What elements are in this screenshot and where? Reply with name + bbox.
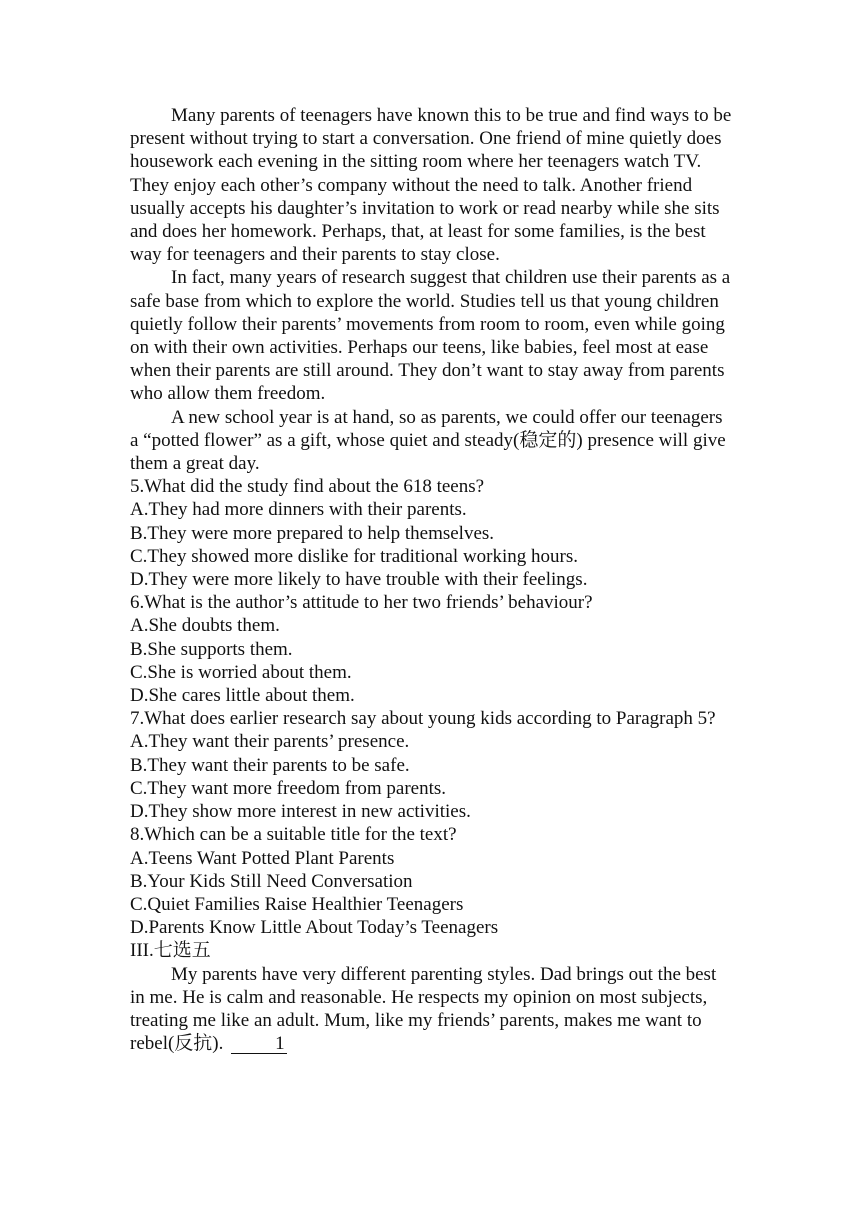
document-page bbox=[130, 104, 734, 1055]
section3-paragraph bbox=[130, 963, 734, 1056]
question-5 bbox=[130, 475, 734, 591]
question-stem: 7.What does earlier research say about young kids according to Paragraph 5? bbox=[130, 708, 716, 730]
question-6 bbox=[130, 591, 734, 707]
question-option: B.They were more prepared to help themselves. bbox=[130, 522, 495, 544]
question-option: A.Teens Want Potted Plant Parents bbox=[130, 847, 395, 869]
question-option: A.She doubts them. bbox=[130, 615, 280, 637]
passage-paragraph-2: In fact, many years of research suggest that children use their parents as a safe base from which to explore the world. Studies tell us that young children quietly follow their parents’ movements from room to room, even while going on with their own activities. Perhaps our teens, like babies, feel most at ease when their parents are still around. They don’t want to stay away from parents who allow them freedom. bbox=[130, 267, 731, 405]
question-option: C.Quiet Families Raise Healthier Teenagers bbox=[130, 893, 464, 915]
question-option: B.They want their parents to be safe. bbox=[130, 754, 410, 776]
question-8 bbox=[130, 823, 734, 939]
question-option: D.Parents Know Little About Today’s Teenagers bbox=[130, 917, 499, 939]
section3-paragraph-text: My parents have very different parenting styles. Dad brings out the best in me. He is calm and reasonable. He respects my opinion on most subjects, treating me like an adult. Mum, like my friends’ parents, makes me want to rebel(反抗). bbox=[130, 963, 717, 1055]
question-option: D.She cares little about them. bbox=[130, 685, 355, 707]
passage-paragraph-1: Many parents of teenagers have known this to be true and find ways to be present without trying to start a conversation. One friend of mine quietly does housework each evening in the sitting room where her teenagers watch TV. They enjoy each other’s company without the need to talk. Another friend usually accepts his daughter’s invitation to work or read nearby while she sits and does her homework. Perhaps, that, at least for some families, is the best way for teenagers and their parents to stay close. bbox=[130, 105, 732, 266]
passage-paragraph-3: A new school year is at hand, so as parents, we could offer our teenagers a “potted flower” as a gift, whose quiet and steady(稳定的) presence will give them a great day. bbox=[130, 406, 726, 475]
question-option: D.They were more likely to have trouble with their feelings. bbox=[130, 569, 588, 591]
question-option: C.They want more freedom from parents. bbox=[130, 777, 447, 799]
question-option: A.They want their parents’ presence. bbox=[130, 731, 410, 753]
question-option: B.She supports them. bbox=[130, 638, 293, 660]
question-option: D.They show more interest in new activities. bbox=[130, 801, 471, 823]
answer-blank-1[interactable]: 1 bbox=[231, 1034, 287, 1054]
question-option: C.They showed more dislike for traditional working hours. bbox=[130, 545, 579, 567]
question-stem: 5.What did the study find about the 618 teens? bbox=[130, 476, 485, 498]
question-option: A.They had more dinners with their parents. bbox=[130, 499, 467, 521]
question-stem: 8.Which can be a suitable title for the text? bbox=[130, 824, 457, 846]
question-7 bbox=[130, 707, 734, 823]
question-option: C.She is worried about them. bbox=[130, 661, 352, 683]
question-option: B.Your Kids Still Need Conversation bbox=[130, 870, 413, 892]
question-stem: 6.What is the author’s attitude to her two friends’ behaviour? bbox=[130, 592, 593, 614]
section-heading: III.七选五 bbox=[130, 940, 211, 962]
